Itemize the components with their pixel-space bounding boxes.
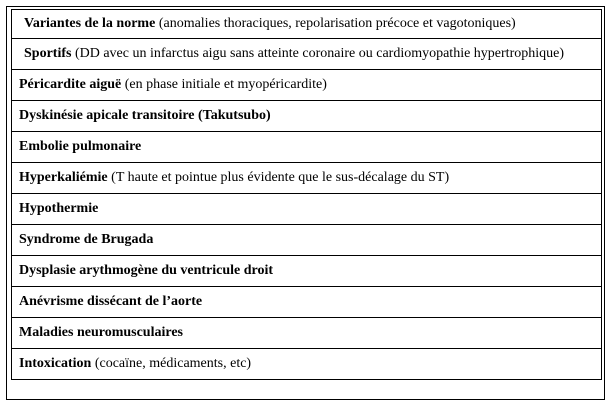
table-cell <box>12 318 602 349</box>
row-term: Hypothermie <box>19 201 99 216</box>
table-row <box>12 318 602 349</box>
row-term: Anévrisme dissécant de l’aorte <box>19 294 203 309</box>
row-term: Péricardite aiguë <box>19 77 122 92</box>
table-row <box>12 287 602 318</box>
table-cell <box>12 10 602 39</box>
row-term: Dysplasie arythmogène du ventricule droit <box>19 263 274 278</box>
table-cell <box>12 194 602 225</box>
row-term: Embolie pulmonaire <box>19 139 142 154</box>
table-row <box>12 39 602 70</box>
table-row <box>12 10 602 39</box>
row-term: Syndrome de Brugada <box>19 232 154 247</box>
table-row <box>12 101 602 132</box>
table-cell <box>12 101 602 132</box>
row-term: Maladies neuromusculaires <box>19 325 183 340</box>
table-cell <box>12 349 602 380</box>
table-row <box>12 349 602 380</box>
table-cell <box>12 132 602 163</box>
row-detail: (DD avec un infarctus aigu sans atteinte coronaire ou cardiomyopathie hypertrophique) <box>71 46 564 61</box>
table-cell <box>12 70 602 101</box>
table-row <box>12 132 602 163</box>
table-cell <box>12 256 602 287</box>
table-row <box>12 163 602 194</box>
table-row <box>12 194 602 225</box>
row-detail: (T haute et pointue plus évidente que le sus-décalage du ST) <box>107 170 450 185</box>
table-row <box>12 256 602 287</box>
table-cell <box>12 225 602 256</box>
table-row <box>12 225 602 256</box>
differential-diagnosis-table <box>11 9 602 380</box>
row-term: Intoxication <box>19 356 92 371</box>
row-term: Hyperkaliémie <box>19 170 108 185</box>
table-cell <box>12 39 602 70</box>
table-cell <box>12 163 602 194</box>
table-cell <box>12 287 602 318</box>
row-term: Sportifs <box>24 46 72 61</box>
row-detail: (anomalies thoraciques, repolarisation précoce et vagotoniques) <box>155 16 516 31</box>
row-term: Variantes de la norme <box>24 16 156 31</box>
row-term: Dyskinésie apicale transitoire (Takutsubo) <box>19 108 271 123</box>
table-row <box>12 70 602 101</box>
row-detail: (en phase initiale et myopéricardite) <box>121 77 327 92</box>
row-detail: (cocaïne, médicaments, etc) <box>91 356 252 371</box>
